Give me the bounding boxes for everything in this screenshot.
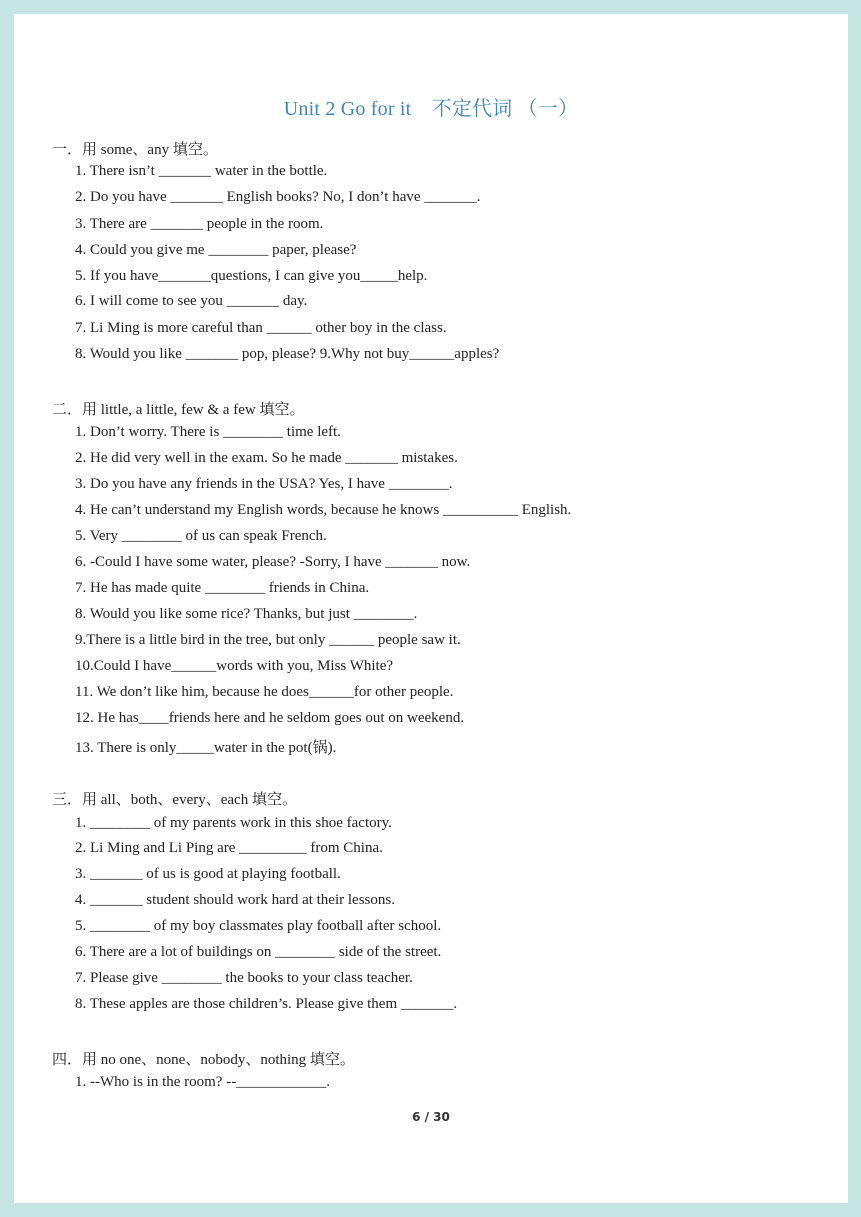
question-item: 4. Could you give me ________ paper, please? xyxy=(75,242,357,258)
question-item: 8. These apples are those children’s. Please give them _______. xyxy=(75,996,458,1012)
question-item: 4. He can’t understand my English words, because he knows __________ English. xyxy=(75,502,572,518)
question-item: 5. If you have_______questions, I can give you_____help. xyxy=(75,268,428,284)
question-item: 1. There isn’t _______ water in the bottle. xyxy=(75,163,328,179)
question-item: 3. There are _______ people in the room. xyxy=(75,216,324,232)
question-item: 7. He has made quite ________ friends in China. xyxy=(75,580,370,596)
question-item: 3. Do you have any friends in the USA? Yes, I have ________. xyxy=(75,476,453,492)
question-item: 12. He has____friends here and he seldom goes out on weekend. xyxy=(75,710,465,726)
question-item: 5. Very ________ of us can speak French. xyxy=(75,528,327,544)
question-item: 2. Do you have _______ English books? No, I don’t have _______. xyxy=(75,189,481,205)
question-item: 5. ________ of my boy classmates play football after school. xyxy=(75,918,442,934)
question-item: 7. Li Ming is more careful than ______ other boy in the class. xyxy=(75,320,447,336)
question-item: 2. Li Ming and Li Ping are _________ from China. xyxy=(75,840,383,856)
page-title: Unit 2 Go for it 不定代词 （一） xyxy=(283,98,579,120)
section-heading: 三．用 all、both、every、each 填空。 xyxy=(52,792,297,808)
question-item: 9.There is a little bird in the tree, but only ______ people saw it. xyxy=(75,632,461,648)
question-item: 13. There is only_____water in the pot(锅). xyxy=(75,740,337,756)
question-item: 7. Please give ________ the books to your class teacher. xyxy=(75,970,413,986)
question-item: 8. Would you like _______ pop, please? 9.Why not buy______apples? xyxy=(75,346,500,362)
page-number: 6 / 30 xyxy=(412,1110,450,1124)
question-item: 2. He did very well in the exam. So he made _______ mistakes. xyxy=(75,450,458,466)
question-item: 6. I will come to see you _______ day. xyxy=(75,293,308,309)
question-item: 6. There are a lot of buildings on ________ side of the street. xyxy=(75,944,442,960)
question-item: 1. ________ of my parents work in this shoe factory. xyxy=(75,815,392,831)
document-page xyxy=(14,14,848,1203)
question-item: 10.Could I have______words with you, Miss White? xyxy=(75,658,394,674)
question-item: 6. -Could I have some water, please? -Sorry, I have _______ now. xyxy=(75,554,471,570)
section-heading: 二．用 little, a little, few & a few 填空。 xyxy=(52,402,305,418)
section-heading: 四．用 no one、none、nobody、nothing 填空。 xyxy=(52,1052,355,1068)
section-heading: 一．用 some、any 填空。 xyxy=(52,142,218,158)
question-item: 1. --Who is in the room? --____________. xyxy=(75,1074,330,1090)
question-item: 4. _______ student should work hard at their lessons. xyxy=(75,892,395,908)
question-item: 8. Would you like some rice? Thanks, but just ________. xyxy=(75,606,418,622)
question-item: 1. Don’t worry. There is ________ time left. xyxy=(75,424,341,440)
question-item: 3. _______ of us is good at playing football. xyxy=(75,866,341,882)
question-item: 11. We don’t like him, because he does______for other people. xyxy=(75,684,454,700)
